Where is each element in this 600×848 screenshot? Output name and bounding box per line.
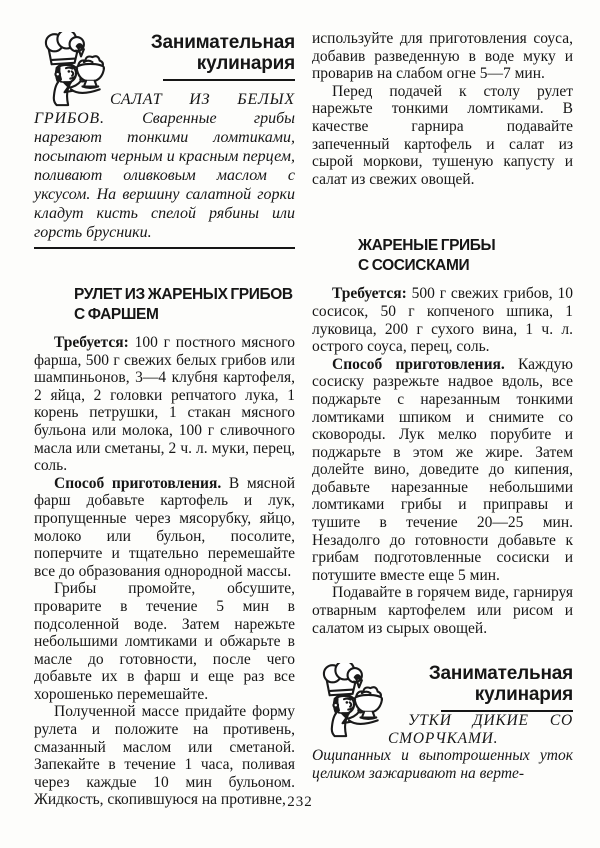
recipe-title-line1: РУЛЕТ ИЗ ЖАРЕНЫХ ГРИБОВ: [74, 286, 293, 303]
column-divider-rule: [34, 247, 295, 249]
method-paragraph: Грибы промойте, обсушите, проварите в течение 5 мин в подсоленной воде. Затем нарежьте небольшими ломтиками и обжарьте в масле до готовности, после чего добавьте их в фарш и еще раз все хорошенько перемешайте.: [34, 580, 295, 703]
recipe-title-line1: ЖАРЕНЫЕ ГРИБЫ: [358, 237, 496, 255]
ingredients-text: 500 г свежих грибов, 10 сосисок, 50 г копченого шпика, 1 луковица, 200 г сухого вина, 1 ч. л. острого соуса, перец, соль.: [312, 285, 573, 356]
recipe-body: [34, 334, 295, 809]
left-column: [34, 30, 295, 809]
method-text: Каждую сосиску разрежьте надвое вдоль, все поджарьте с нарезанным тонкими ломтиками шпиком и снимите со сковороды. Лук мелко порубите и поджарьте в этом же жире. Затем долейте вино, доведите до кипения, добавьте нарезанные небольшими ломтиками грибы и приправы и тушите в течение 20—25 мин. Незадолго до готовности добавьте к грибам подготовленные сосиски и потушите вместе еще 5 мин.: [312, 355, 573, 584]
method-paragraph: [34, 475, 295, 581]
ingredients-text: 100 г постного мясного фарша, 500 г свежих белых грибов или шампиньонов, 3—4 клубня картофеля, 2 яйца, 2 головки репчатого лука, 1 корень петрушки, 1 стакан мясного бульона или молока, 100 г сливочного масла или сметаны, 2 ч. л. муки, перец, соль.: [34, 334, 296, 475]
page-number: 232: [287, 794, 313, 810]
fact-text: Сваренные грибы нарезают тонкими ломтиками, посыпают черным и красным перцем, поливают оливковым маслом с уксусом. На вершину салатной горки кладут кисть спелой рябины или горсть брусники.: [34, 110, 295, 241]
method-paragraph: [312, 356, 573, 585]
ingredients-paragraph: [312, 285, 573, 355]
fact-title: САЛАТ ИЗ БЕЛЫХ ГРИБОВ.: [34, 91, 295, 127]
ingredients-label: Требуется:: [332, 285, 407, 303]
fact-title: УТКИ ДИКИЕ СО СМОРЧКАМИ.: [388, 712, 573, 747]
rubric-title-line2: кулинария: [474, 684, 573, 706]
two-column-layout: [34, 30, 572, 809]
ingredients-label: Требуется:: [54, 334, 129, 351]
fact-paragraph: [34, 90, 295, 242]
recipe-body: [312, 285, 573, 637]
method-label: Способ приготовления.: [54, 474, 222, 492]
serving-paragraph: Подавайте в горячем виде, гарнируя отварным картофелем или рисом и салатом из сырых овощей.: [312, 584, 573, 637]
method-label: Способ приготовления.: [332, 355, 505, 373]
recipe-title-griby: [312, 236, 573, 276]
rubric-block-bottom: [312, 663, 573, 782]
recipe-title-rulet: [34, 285, 295, 325]
right-column: [312, 30, 573, 809]
chef-with-dish-icon: [312, 663, 386, 739]
rubric-title-line2: кулинария: [196, 53, 295, 74]
method-text: В мясной фарш добавьте картофель и лук, пропущенные через мясорубку, яйцо, молоко или бульон, посолите, поперчите и тщательно перемешайте все до образования однородной массы.: [34, 474, 295, 580]
ingredients-paragraph: [34, 334, 295, 475]
recipe-title-line2: С СОСИСКАМИ: [358, 257, 470, 275]
recipe-title-line2: С ФАРШЕМ: [74, 306, 159, 323]
chef-with-dish-icon: [34, 32, 108, 108]
continuation-paragraph: используйте для приготовления соуса, добавив разведенную в воде муку и проварив на слабом огне 5—7 мин.: [312, 30, 573, 83]
rubric-title-line1: Занимательная: [428, 663, 573, 685]
rubric-title-line1: Занимательная: [150, 32, 295, 53]
rubric-underline: [163, 79, 295, 81]
method-paragraph: Полученной массе придайте форму рулета и положите на противень, смазанный маслом или сметаной. Запекайте в течение 1 часа, поливая через каждые 10 мин бульоном. Жидкость, скопившуюся на противне,: [34, 703, 295, 809]
rubric-block-top: [34, 32, 295, 242]
fact-text: Ощипанных и выпотрошенных уток целиком зажаривают на верте-: [312, 747, 573, 782]
serving-paragraph: Перед подачей к столу рулет нарежьте тонкими ломтиками. В качестве гарнира подавайте запеченный картофель и салат из сырой моркови, тушеную капусту и салат из свежих овощей.: [312, 82, 573, 188]
